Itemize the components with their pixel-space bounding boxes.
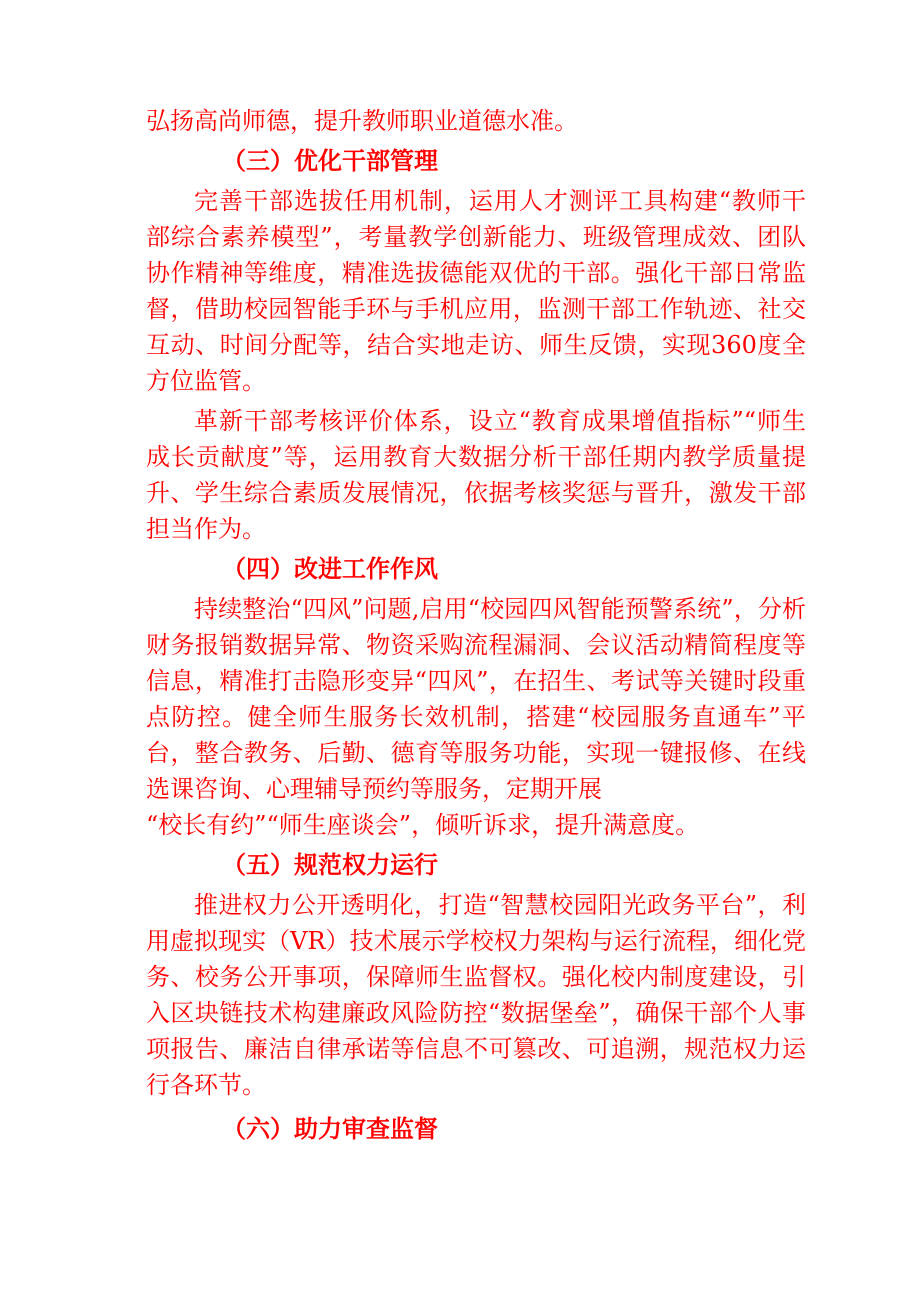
section-heading-optimize-cadre-management: （三）优化干部管理 <box>222 147 438 175</box>
section-heading-review-supervision: （六）助力审查监督 <box>222 1115 438 1143</box>
paragraph-four-winds: 持续整治“四风”问题,启用“校园四风智能预警系统”，分析财务报销数据异常、物资采购流程漏洞、会议活动精简程度等信息，精准打击隐形变异“四风”，在招生、考试等关键时段重点防控。健全师生服务长效机制，搭建“校园服务直通车”平台，整合教务、后勤、德育等服务功能，实现一键报修、在线选课咨询、心理辅导预约等服务，定期开展 <box>146 595 806 803</box>
section-heading-improve-work-style: （四）改进工作作风 <box>222 555 438 583</box>
document-body <box>146 103 806 1147</box>
paragraph-teacher-ethics: 弘扬高尚师德，提升教师职业道德水准。 <box>146 107 578 135</box>
paragraph-power-transparency: 推进权力公开透明化，打造“智慧校园阳光政务平台”，利用虚拟现实（VR）技术展示学校权力架构与运行流程，细化党务、校务公开事项，保障师生监督权。强化校内制度建设，引入区块链技术构建廉政风险防控“数据堡垒”，确保干部个人事项报告、廉洁自律承诺等信息不可篡改、可追溯，规范权力运行各环节。 <box>146 891 806 1099</box>
paragraph-cadre-selection: 完善干部选拔任用机制，运用人才测评工具构建“教师干部综合素养模型”，考量教学创新能力、班级管理成效、团队协作精神等维度，精准选拔德能双优的干部。强化干部日常监督，借助校园智能手环与手机应用，监测干部工作轨迹、社交互动、时间分配等，结合实地走访、师生反馈，实现360度全方位监管。 <box>146 187 806 395</box>
paragraph-principal-meeting: “校长有约”“师生座谈会”，倾听诉求，提升满意度。 <box>146 811 700 839</box>
paragraph-cadre-evaluation: 革新干部考核评价体系，设立“教育成果增值指标”“师生成长贡献度”等，运用教育大数据分析干部任期内教学质量提升、学生综合素质发展情况，依据考核奖惩与晋升，激发干部担当作为。 <box>146 407 806 543</box>
section-heading-regulate-power: （五）规范权力运行 <box>222 851 438 879</box>
